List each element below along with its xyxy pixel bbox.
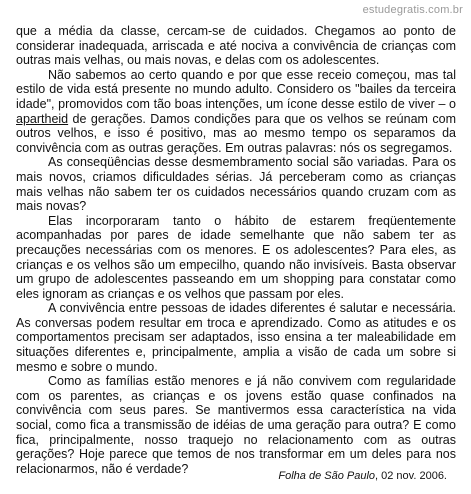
paragraph-1: que a média da classe, cercam-se de cuidados. Chegamos ao ponto de considerar inadequada, arriscada e até nociva a convivência de crianças com outras mais velhas, ou mais novas, e delas com os adolescentes. [16,24,456,68]
paragraph-6: Como as famílias estão menores e já não convivem com regularidade com os parentes, as crianças e os jovens estão quase confinados na convivência com seus pares. Se mantivermos essa característica na vida social, como fica a transmissão de idéias de uma geração para outra? E como fica, principalmente, nosso traquejo no relacionamento com as outras gerações? Hoje parece que temos de nos transformar em um deles para nos relacionarmos, não é verdade? [16,374,456,476]
paragraph-2-part-2: de gerações. Damos condições para que os velhos se reúnam com outros velhos, e isso é positivo, mas ao mesmo tempo os separamos da convivência com as outras gerações. Em outras palavras: nós os segregamos. [16,111,456,155]
site-watermark: estudegratis.com.br [362,4,463,16]
source-date: , 02 nov. 2006. [375,470,447,482]
source-citation [278,470,447,482]
paragraph-5: A convivência entre pessoas de idades diferentes é salutar e necessária. As conversas podem resultar em troca e aprendizado. Como as atitudes e os comportamentos precisam ser adaptados, isso ensina a ter maleabilidade em situações diferentes e, principalmente, amplia a visão de cada um sobre si mesmo e sobre o mundo. [16,301,456,374]
source-publication: Folha de São Paulo [278,470,376,482]
paragraph-3: As conseqüências desse desmembramento social são variadas. Para os mais novos, criamos dificuldades sérias. Já perceberam como as crianças mais velhas não sabem ter os cuidados necessários quando cruzam com as mais novas? [16,155,456,214]
paragraph-4: Elas incorporaram tanto o hábito de estarem freqüentemente acompanhadas por pares de idade semelhante que não sabem ter as precauções necessárias com os menores. E os adolescentes? Para eles, as crianças e os velhos são um empecilho, quando não invisíveis. Basta observar um grupo de adolescentes passeando em um shopping para constatar como eles ignoram as crianças e os velhos que passam por eles. [16,213,456,301]
apartheid-term: apartheid [16,111,69,126]
paragraph-2-part-1: Não sabemos ao certo quando e por que esse receio começou, mas tal estilo de vida está presente no mundo adulto. Considero os "bailes da terceira idade", promovidos com tão boas intenções, um ícone desse estilo de viver – o [16,67,456,111]
article-text [16,24,456,476]
paragraph-2 [16,68,456,156]
